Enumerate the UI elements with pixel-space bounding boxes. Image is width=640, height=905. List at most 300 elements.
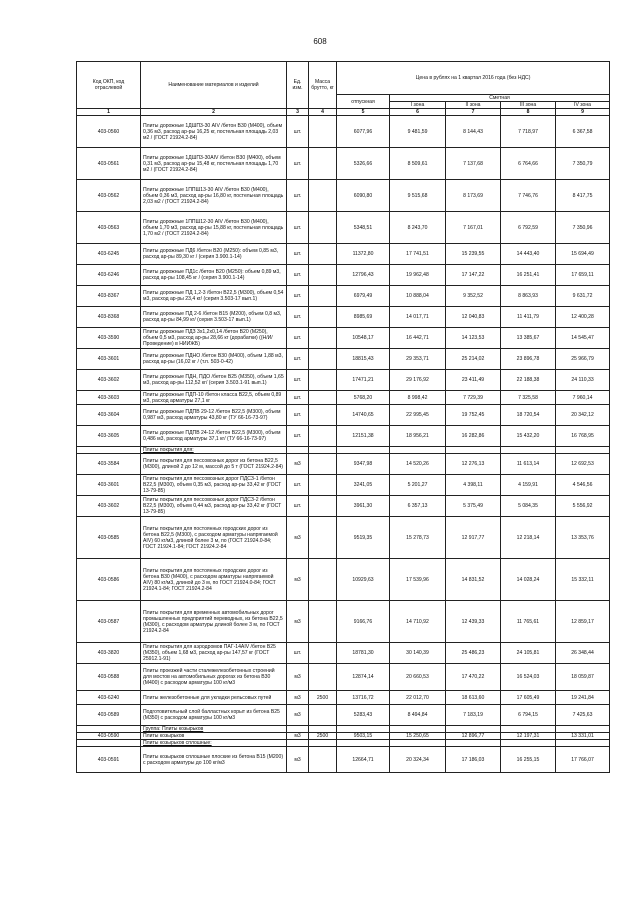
header-code: Код ОКП, код отраслевой bbox=[77, 62, 141, 109]
row-name: Плиты козырьков bbox=[141, 733, 287, 740]
row-zone4-price: 6 367,58 bbox=[556, 116, 610, 148]
row-name: Плиты козырьков сплошные: bbox=[141, 740, 287, 747]
row-zone2-price: 15 239,55 bbox=[446, 244, 501, 265]
col-number: 2 bbox=[141, 109, 287, 116]
row-unit: шт. bbox=[287, 286, 309, 307]
row-release-price: 12664,71 bbox=[337, 747, 390, 773]
page-number: 608 bbox=[313, 37, 327, 46]
row-mass bbox=[309, 265, 337, 286]
row-mass bbox=[309, 307, 337, 328]
row-code: 403-3601 bbox=[77, 349, 141, 370]
header-name: Наименование материалов и изделий bbox=[141, 62, 287, 109]
row-code bbox=[77, 447, 141, 454]
row-zone1-price: 8 998,42 bbox=[390, 391, 446, 405]
row-name: Плиты покрытия для: bbox=[141, 447, 287, 454]
row-zone1-price: 15 278,73 bbox=[390, 517, 446, 559]
row-code: 403-0591 bbox=[77, 747, 141, 773]
row-code: 403-0585 bbox=[77, 517, 141, 559]
table-row bbox=[77, 601, 610, 643]
group-row bbox=[77, 726, 610, 733]
row-zone2-price: 19 752,45 bbox=[446, 405, 501, 426]
row-zone3-price: 11 411,79 bbox=[501, 307, 556, 328]
row-zone2-price: 4 398,11 bbox=[446, 475, 501, 496]
row-zone3-price bbox=[501, 726, 556, 733]
header-mass: Масса брутто, кг bbox=[309, 62, 337, 109]
row-release-price: 12874,14 bbox=[337, 664, 390, 691]
row-mass bbox=[309, 180, 337, 212]
row-release-price: 5283,43 bbox=[337, 705, 390, 726]
row-zone3-price: 23 896,78 bbox=[501, 349, 556, 370]
row-zone4-price: 19 241,84 bbox=[556, 691, 610, 705]
row-name: Плиты дорожные ПДПВ 29-12 /бетон В22,5 (М300), объем 0,987 м3, расход арматуры 43,80 кг (ТУ 66-16-73-97) bbox=[141, 405, 287, 426]
row-zone1-price: 16 442,71 bbox=[390, 328, 446, 349]
row-mass bbox=[309, 664, 337, 691]
row-zone1-price: 29 353,71 bbox=[390, 349, 446, 370]
row-name: Плиты дорожные ПД6 /бетон В20 (М250): объем 0,85 м3, расход ар-ры 89,30 кг / (серия 3.900.1-14) bbox=[141, 244, 287, 265]
row-code: 403-3820 bbox=[77, 643, 141, 664]
table-row bbox=[77, 265, 610, 286]
row-unit: шт. bbox=[287, 426, 309, 447]
row-release-price bbox=[337, 726, 390, 733]
row-mass: 2500 bbox=[309, 691, 337, 705]
row-code: 403-6246 bbox=[77, 265, 141, 286]
row-unit: м3 bbox=[287, 559, 309, 601]
row-release-price: 6979,49 bbox=[337, 286, 390, 307]
row-name: Плиты дорожные ПД 1,2-3 /бетон В22,5 (М300), объем 0,54 м3, расход ар-ры 23,4 кг/ (серия 3.503-17 вып.1) bbox=[141, 286, 287, 307]
row-mass bbox=[309, 496, 337, 517]
row-zone2-price: 5 375,49 bbox=[446, 496, 501, 517]
row-zone1-price: 19 962,48 bbox=[390, 265, 446, 286]
row-name: Плиты дорожные 1ДШП3-30 AIV /бетон В30 (М400), объем 0,36 м3, расход ар-ры 16,25 кг, постельная площадь 2,03 м2 / (ГОСТ 21924.2-84) bbox=[141, 116, 287, 148]
row-code: 403-0586 bbox=[77, 559, 141, 601]
row-zone2-price: 25 214,02 bbox=[446, 349, 501, 370]
row-unit bbox=[287, 447, 309, 454]
row-zone4-price bbox=[556, 740, 610, 747]
col-number: 1 bbox=[77, 109, 141, 116]
row-zone3-price: 12 218,14 bbox=[501, 517, 556, 559]
row-zone4-price: 12 400,28 bbox=[556, 307, 610, 328]
row-name: Плиты дорожные ПДЗ 3х1,2х0,14 /бетон В20 (М250), объем 0,5 м3, расход ар-ры 28,66 кг (дорабатки) ((Н/И/Проведение) в НИИЖБ) bbox=[141, 328, 287, 349]
row-mass bbox=[309, 454, 337, 475]
row-code: 403-0589 bbox=[77, 705, 141, 726]
row-release-price: 10548,17 bbox=[337, 328, 390, 349]
group-row bbox=[77, 447, 610, 454]
row-zone4-price: 7 350,96 bbox=[556, 212, 610, 244]
row-mass bbox=[309, 370, 337, 391]
row-mass bbox=[309, 286, 337, 307]
row-zone4-price: 25 966,79 bbox=[556, 349, 610, 370]
row-zone3-price: 12 197,31 bbox=[501, 733, 556, 740]
header-price-group: Цена в рублях на 1 квартал 2016 года (без НДС) bbox=[337, 62, 610, 95]
row-code: 403-8367 bbox=[77, 286, 141, 307]
row-mass bbox=[309, 405, 337, 426]
row-code: 403-3602 bbox=[77, 496, 141, 517]
row-zone3-price: 6 764,66 bbox=[501, 148, 556, 180]
row-zone1-price bbox=[390, 447, 446, 454]
row-zone2-price bbox=[446, 740, 501, 747]
table-row bbox=[77, 148, 610, 180]
row-zone4-price bbox=[556, 726, 610, 733]
row-zone4-price: 17 766,07 bbox=[556, 747, 610, 773]
row-zone4-price: 9 631,72 bbox=[556, 286, 610, 307]
row-name: Плиты дорожные ПДПВ 24-12 /бетон В22,5 (М300), объем 0,486 м3, расход арматуры 37,1 кг/ (ТУ 66-16-73-97) bbox=[141, 426, 287, 447]
row-zone1-price: 18 956,21 bbox=[390, 426, 446, 447]
row-zone2-price: 23 411,49 bbox=[446, 370, 501, 391]
row-zone3-price: 13 385,67 bbox=[501, 328, 556, 349]
row-code: 403-3590 bbox=[77, 328, 141, 349]
row-unit: шт. bbox=[287, 643, 309, 664]
row-release-price: 9347,98 bbox=[337, 454, 390, 475]
row-code: 403-3602 bbox=[77, 370, 141, 391]
row-zone2-price: 17 470,22 bbox=[446, 664, 501, 691]
price-table bbox=[76, 61, 610, 773]
row-zone2-price: 7 137,68 bbox=[446, 148, 501, 180]
row-zone1-price: 20 660,53 bbox=[390, 664, 446, 691]
row-code: 403-3604 bbox=[77, 405, 141, 426]
row-zone1-price: 17 539,96 bbox=[390, 559, 446, 601]
row-code: 403-3601 bbox=[77, 475, 141, 496]
row-name: Плиты дорожные 1ППШ13-30 AIV /бетон В30 (М400), объем 0,36 м3, расход ар-ры 16,80 кг, постельная площадь 2,03 м2 / (ГОСТ 21924.2-84) bbox=[141, 180, 287, 212]
col-number: 7 bbox=[446, 109, 501, 116]
row-name: Плиты дорожные ПД 2-6 /бетон В15 (М200), объем 0,8 м3, расход ар-ры 84,99 кг/ (серия 3.503-17 вып.1) bbox=[141, 307, 287, 328]
table-row bbox=[77, 691, 610, 705]
table-row bbox=[77, 475, 610, 496]
row-unit: м3 bbox=[287, 733, 309, 740]
row-name: Плиты дорожные ПДН, ПДО /бетон В25 (М350), объем 1,65 м3, расход ар-ры 112,52 кг/ (серия 3.503.1-91 вып.1) bbox=[141, 370, 287, 391]
header-release: отпускная bbox=[337, 95, 390, 109]
table-row bbox=[77, 664, 610, 691]
row-mass: 2500 bbox=[309, 733, 337, 740]
row-mass bbox=[309, 116, 337, 148]
row-code: 403-0590 bbox=[77, 733, 141, 740]
row-zone4-price: 16 768,95 bbox=[556, 426, 610, 447]
row-zone4-price: 24 110,33 bbox=[556, 370, 610, 391]
row-mass bbox=[309, 643, 337, 664]
row-unit: шт. bbox=[287, 496, 309, 517]
row-code bbox=[77, 740, 141, 747]
row-name: Плиты дорожные ПДП-10 /бетон класса В22,5, объем 0,89 м3, расход арматуры 27,1 кг bbox=[141, 391, 287, 405]
row-zone4-price bbox=[556, 447, 610, 454]
row-name: Подготовительный слой балластных корыт из бетона В25 (М350) с расходом арматуры 100 кг/м3 bbox=[141, 705, 287, 726]
table-row bbox=[77, 349, 610, 370]
row-zone2-price: 12 439,33 bbox=[446, 601, 501, 643]
row-unit: м3 bbox=[287, 705, 309, 726]
row-zone1-price: 10 888,04 bbox=[390, 286, 446, 307]
row-code bbox=[77, 726, 141, 733]
row-code: 403-3603 bbox=[77, 391, 141, 405]
row-mass bbox=[309, 328, 337, 349]
row-zone4-price: 12 692,53 bbox=[556, 454, 610, 475]
table-row bbox=[77, 747, 610, 773]
row-mass bbox=[309, 349, 337, 370]
row-zone3-price: 11 765,61 bbox=[501, 601, 556, 643]
row-unit: м3 bbox=[287, 691, 309, 705]
table-row bbox=[77, 116, 610, 148]
table-row bbox=[77, 180, 610, 212]
col-number: 6 bbox=[390, 109, 446, 116]
row-zone3-price: 24 105,81 bbox=[501, 643, 556, 664]
row-unit bbox=[287, 726, 309, 733]
row-release-price: 18815,43 bbox=[337, 349, 390, 370]
row-zone1-price: 14 017,71 bbox=[390, 307, 446, 328]
table-row bbox=[77, 454, 610, 475]
row-mass bbox=[309, 601, 337, 643]
row-zone2-price: 12 896,77 bbox=[446, 733, 501, 740]
row-code: 403-0562 bbox=[77, 180, 141, 212]
row-zone4-price: 7 960,14 bbox=[556, 391, 610, 405]
row-release-price: 11372,80 bbox=[337, 244, 390, 265]
row-zone3-price: 4 159,91 bbox=[501, 475, 556, 496]
row-unit: шт. bbox=[287, 328, 309, 349]
row-zone1-price: 8 243,70 bbox=[390, 212, 446, 244]
row-code: 403-0561 bbox=[77, 148, 141, 180]
col-number: 8 bbox=[501, 109, 556, 116]
row-release-price: 18781,30 bbox=[337, 643, 390, 664]
row-code: 403-0563 bbox=[77, 212, 141, 244]
row-unit: шт. bbox=[287, 212, 309, 244]
row-code: 403-3584 bbox=[77, 454, 141, 475]
row-zone1-price bbox=[390, 726, 446, 733]
row-code: 403-0587 bbox=[77, 601, 141, 643]
row-unit: шт. bbox=[287, 116, 309, 148]
row-release-price: 12151,38 bbox=[337, 426, 390, 447]
row-name: Группа: Плиты козырьков bbox=[141, 726, 287, 733]
row-zone1-price: 14 710,92 bbox=[390, 601, 446, 643]
row-zone2-price: 18 613,60 bbox=[446, 691, 501, 705]
row-mass bbox=[309, 426, 337, 447]
row-mass bbox=[309, 447, 337, 454]
header-zone4: IV зона bbox=[556, 102, 610, 109]
row-release-price: 3961,30 bbox=[337, 496, 390, 517]
row-unit: шт. bbox=[287, 391, 309, 405]
row-zone4-price: 5 556,92 bbox=[556, 496, 610, 517]
row-zone3-price: 14 443,40 bbox=[501, 244, 556, 265]
row-mass bbox=[309, 475, 337, 496]
row-name: Плиты дорожные ПДНО /бетон В30 (М400), объем 1,88 м3, расход ар-ры (16,02 кг / (т.п. 503-0-42) bbox=[141, 349, 287, 370]
row-zone2-price: 17 186,03 bbox=[446, 747, 501, 773]
col-number: 9 bbox=[556, 109, 610, 116]
table-row bbox=[77, 307, 610, 328]
header-estimate: Сметная bbox=[390, 95, 610, 102]
row-unit: шт. bbox=[287, 475, 309, 496]
row-zone3-price bbox=[501, 447, 556, 454]
row-zone1-price: 15 250,65 bbox=[390, 733, 446, 740]
row-release-price: 9166,76 bbox=[337, 601, 390, 643]
row-zone3-price: 16 524,03 bbox=[501, 664, 556, 691]
row-release-price: 6077,96 bbox=[337, 116, 390, 148]
row-unit: шт. bbox=[287, 349, 309, 370]
row-name: Плиты железобетонные для укладки рельсовых путей bbox=[141, 691, 287, 705]
row-zone3-price: 17 605,49 bbox=[501, 691, 556, 705]
row-zone4-price: 8 417,75 bbox=[556, 180, 610, 212]
row-zone2-price: 9 352,52 bbox=[446, 286, 501, 307]
row-code: 403-0560 bbox=[77, 116, 141, 148]
table-row bbox=[77, 426, 610, 447]
row-zone3-price: 5 084,35 bbox=[501, 496, 556, 517]
row-release-price: 10929,63 bbox=[337, 559, 390, 601]
row-release-price: 3241,05 bbox=[337, 475, 390, 496]
table-row bbox=[77, 733, 610, 740]
row-zone3-price: 16 255,15 bbox=[501, 747, 556, 773]
row-release-price: 13716,72 bbox=[337, 691, 390, 705]
row-zone1-price: 22 995,45 bbox=[390, 405, 446, 426]
row-unit: м3 bbox=[287, 601, 309, 643]
row-zone1-price: 22 012,70 bbox=[390, 691, 446, 705]
row-name: Плиты козырьков сплошные плоские из бетона В15 (М200) с расходом арматуры до 100 кг/м3 bbox=[141, 747, 287, 773]
row-name: Плиты проезжей части сталежелезобетонных строений для мостов на автомобильных дорогах из бетона В30 (М400) с расходом арматуры 100 кг/м3 bbox=[141, 664, 287, 691]
row-zone3-price: 6 792,59 bbox=[501, 212, 556, 244]
row-code: 403-8368 bbox=[77, 307, 141, 328]
row-zone1-price: 9 515,68 bbox=[390, 180, 446, 212]
row-name: Плиты покрытия для пессовозных дорог из бетона В22,5 (М300), длиной 2 до 12 м, массой до 5 т (ГОСТ 21924.2-84) bbox=[141, 454, 287, 475]
row-zone3-price: 7 325,58 bbox=[501, 391, 556, 405]
row-zone1-price: 8 494,84 bbox=[390, 705, 446, 726]
row-mass bbox=[309, 391, 337, 405]
row-name: Плиты дорожные 1ППШ12-30 AIV /бетон В30 (М400), объем 1,70 м3, расход ар-ры 15,88 кг, постельная площадь 1,70 м2 / (ГОСТ 21924.2-84) bbox=[141, 212, 287, 244]
row-name: Плиты дорожные ПД1с /бетон В20 (М250): объем 0,89 м3, расход ар-ры 108,45 кг / (серия 3.900.1-14) bbox=[141, 265, 287, 286]
table-row bbox=[77, 370, 610, 391]
row-unit: шт. bbox=[287, 307, 309, 328]
row-zone3-price: 16 251,41 bbox=[501, 265, 556, 286]
row-unit: шт. bbox=[287, 244, 309, 265]
row-release-price: 9519,35 bbox=[337, 517, 390, 559]
table-row bbox=[77, 212, 610, 244]
table-row bbox=[77, 517, 610, 559]
group-row bbox=[77, 740, 610, 747]
row-zone2-price: 16 282,86 bbox=[446, 426, 501, 447]
row-zone2-price: 12 917,77 bbox=[446, 517, 501, 559]
header-zone1: I зона bbox=[390, 102, 446, 109]
row-zone4-price: 12 859,17 bbox=[556, 601, 610, 643]
row-zone1-price bbox=[390, 740, 446, 747]
row-zone2-price: 12 276,13 bbox=[446, 454, 501, 475]
row-code: 403-0588 bbox=[77, 664, 141, 691]
row-zone1-price: 9 481,59 bbox=[390, 116, 446, 148]
row-zone3-price: 11 613,14 bbox=[501, 454, 556, 475]
row-zone1-price: 14 520,26 bbox=[390, 454, 446, 475]
row-unit: шт. bbox=[287, 180, 309, 212]
row-mass bbox=[309, 517, 337, 559]
row-zone2-price: 25 486,23 bbox=[446, 643, 501, 664]
row-zone4-price: 20 342,12 bbox=[556, 405, 610, 426]
row-zone3-price: 22 188,38 bbox=[501, 370, 556, 391]
row-mass bbox=[309, 559, 337, 601]
row-mass bbox=[309, 212, 337, 244]
row-zone4-price: 18 059,87 bbox=[556, 664, 610, 691]
table-row bbox=[77, 391, 610, 405]
row-release-price: 17471,21 bbox=[337, 370, 390, 391]
row-code: 403-3605 bbox=[77, 426, 141, 447]
row-mass bbox=[309, 740, 337, 747]
row-zone2-price: 14 123,53 bbox=[446, 328, 501, 349]
row-zone1-price: 5 201,27 bbox=[390, 475, 446, 496]
row-release-price: 5768,20 bbox=[337, 391, 390, 405]
row-zone4-price: 17 659,11 bbox=[556, 265, 610, 286]
row-zone1-price: 8 509,61 bbox=[390, 148, 446, 180]
row-release-price: 14740,65 bbox=[337, 405, 390, 426]
row-unit: шт. bbox=[287, 405, 309, 426]
row-zone2-price: 14 831,52 bbox=[446, 559, 501, 601]
row-zone2-price: 7 167,01 bbox=[446, 212, 501, 244]
table-row bbox=[77, 244, 610, 265]
row-unit: шт. bbox=[287, 265, 309, 286]
col-number: 5 bbox=[337, 109, 390, 116]
table-row bbox=[77, 286, 610, 307]
row-release-price: 5348,51 bbox=[337, 212, 390, 244]
table-row bbox=[77, 328, 610, 349]
row-name: Плиты покрытия для постоянных городских дорог из бетона В30 (М400), с расходом арматуры напрягаемой AIV) 80 кг/м3, длиной до 3 м, по ГОСТ 21924.0-84; ГОСТ 21924.1-84; ГОСТ 21924.2-84 bbox=[141, 559, 287, 601]
row-zone3-price: 7 718,97 bbox=[501, 116, 556, 148]
header-zone3: III зона bbox=[501, 102, 556, 109]
column-number-row bbox=[77, 109, 610, 116]
row-zone3-price: 18 720,54 bbox=[501, 405, 556, 426]
row-zone4-price: 7 425,63 bbox=[556, 705, 610, 726]
row-zone3-price: 6 794,15 bbox=[501, 705, 556, 726]
col-number: 3 bbox=[287, 109, 309, 116]
row-mass bbox=[309, 148, 337, 180]
row-unit: м3 bbox=[287, 454, 309, 475]
table-row bbox=[77, 559, 610, 601]
row-release-price: 12796,43 bbox=[337, 265, 390, 286]
table-row bbox=[77, 643, 610, 664]
row-mass bbox=[309, 726, 337, 733]
table-row bbox=[77, 705, 610, 726]
row-unit: шт. bbox=[287, 370, 309, 391]
row-release-price: 8985,69 bbox=[337, 307, 390, 328]
row-name: Плиты покрытия для пессовозных дорог ПДСЗ-2 /бетон В22,5 (М300), объем 0,44 м3, расход ар-ры 33,42 кг (ГОСТ 13-79-85) bbox=[141, 496, 287, 517]
row-release-price: 9503,15 bbox=[337, 733, 390, 740]
row-code: 403-6245 bbox=[77, 244, 141, 265]
row-zone1-price: 29 176,92 bbox=[390, 370, 446, 391]
row-unit bbox=[287, 740, 309, 747]
header-zone2: II зона bbox=[446, 102, 501, 109]
row-zone3-price: 15 432,20 bbox=[501, 426, 556, 447]
row-zone1-price: 17 741,51 bbox=[390, 244, 446, 265]
row-zone2-price: 17 147,22 bbox=[446, 265, 501, 286]
row-release-price: 6090,80 bbox=[337, 180, 390, 212]
row-mass bbox=[309, 705, 337, 726]
col-number: 4 bbox=[309, 109, 337, 116]
row-zone2-price bbox=[446, 726, 501, 733]
row-zone4-price: 13 353,76 bbox=[556, 517, 610, 559]
row-name: Плиты покрытия для постоянных городских дорог из бетона В22,5 (М300), с расходом арматуры напрягаемой AIV) 60 кг/м3, длиной более 3 м, по (ГОСТ 21924.0-84; ГОСТ 21924.1-84; ГОСТ 21924.2-84 bbox=[141, 517, 287, 559]
row-zone4-price: 13 331,01 bbox=[556, 733, 610, 740]
row-release-price: 5326,66 bbox=[337, 148, 390, 180]
row-release-price bbox=[337, 740, 390, 747]
row-zone3-price: 14 028,24 bbox=[501, 559, 556, 601]
row-unit: шт. bbox=[287, 148, 309, 180]
row-zone1-price: 6 357,13 bbox=[390, 496, 446, 517]
row-code: 403-6240 bbox=[77, 691, 141, 705]
row-zone1-price: 20 324,34 bbox=[390, 747, 446, 773]
row-name: Плиты покрытия для аэродромов ПАГ-14AIV /бетон В25 (М350), объем 1,68 м3, расход ар-ры 147,57 кг (ГОСТ 25912.1-91) bbox=[141, 643, 287, 664]
row-mass bbox=[309, 747, 337, 773]
row-unit: м3 bbox=[287, 747, 309, 773]
row-zone4-price: 14 545,47 bbox=[556, 328, 610, 349]
table-row bbox=[77, 405, 610, 426]
row-zone4-price: 7 350,79 bbox=[556, 148, 610, 180]
row-zone2-price: 12 040,83 bbox=[446, 307, 501, 328]
header-unit: Ед. изм. bbox=[287, 62, 309, 109]
row-mass bbox=[309, 244, 337, 265]
row-zone4-price: 4 546,56 bbox=[556, 475, 610, 496]
row-zone2-price bbox=[446, 447, 501, 454]
row-unit: м3 bbox=[287, 664, 309, 691]
table-body bbox=[77, 116, 610, 773]
row-zone4-price: 26 348,44 bbox=[556, 643, 610, 664]
row-zone2-price: 7 729,39 bbox=[446, 391, 501, 405]
row-zone4-price: 15 694,49 bbox=[556, 244, 610, 265]
